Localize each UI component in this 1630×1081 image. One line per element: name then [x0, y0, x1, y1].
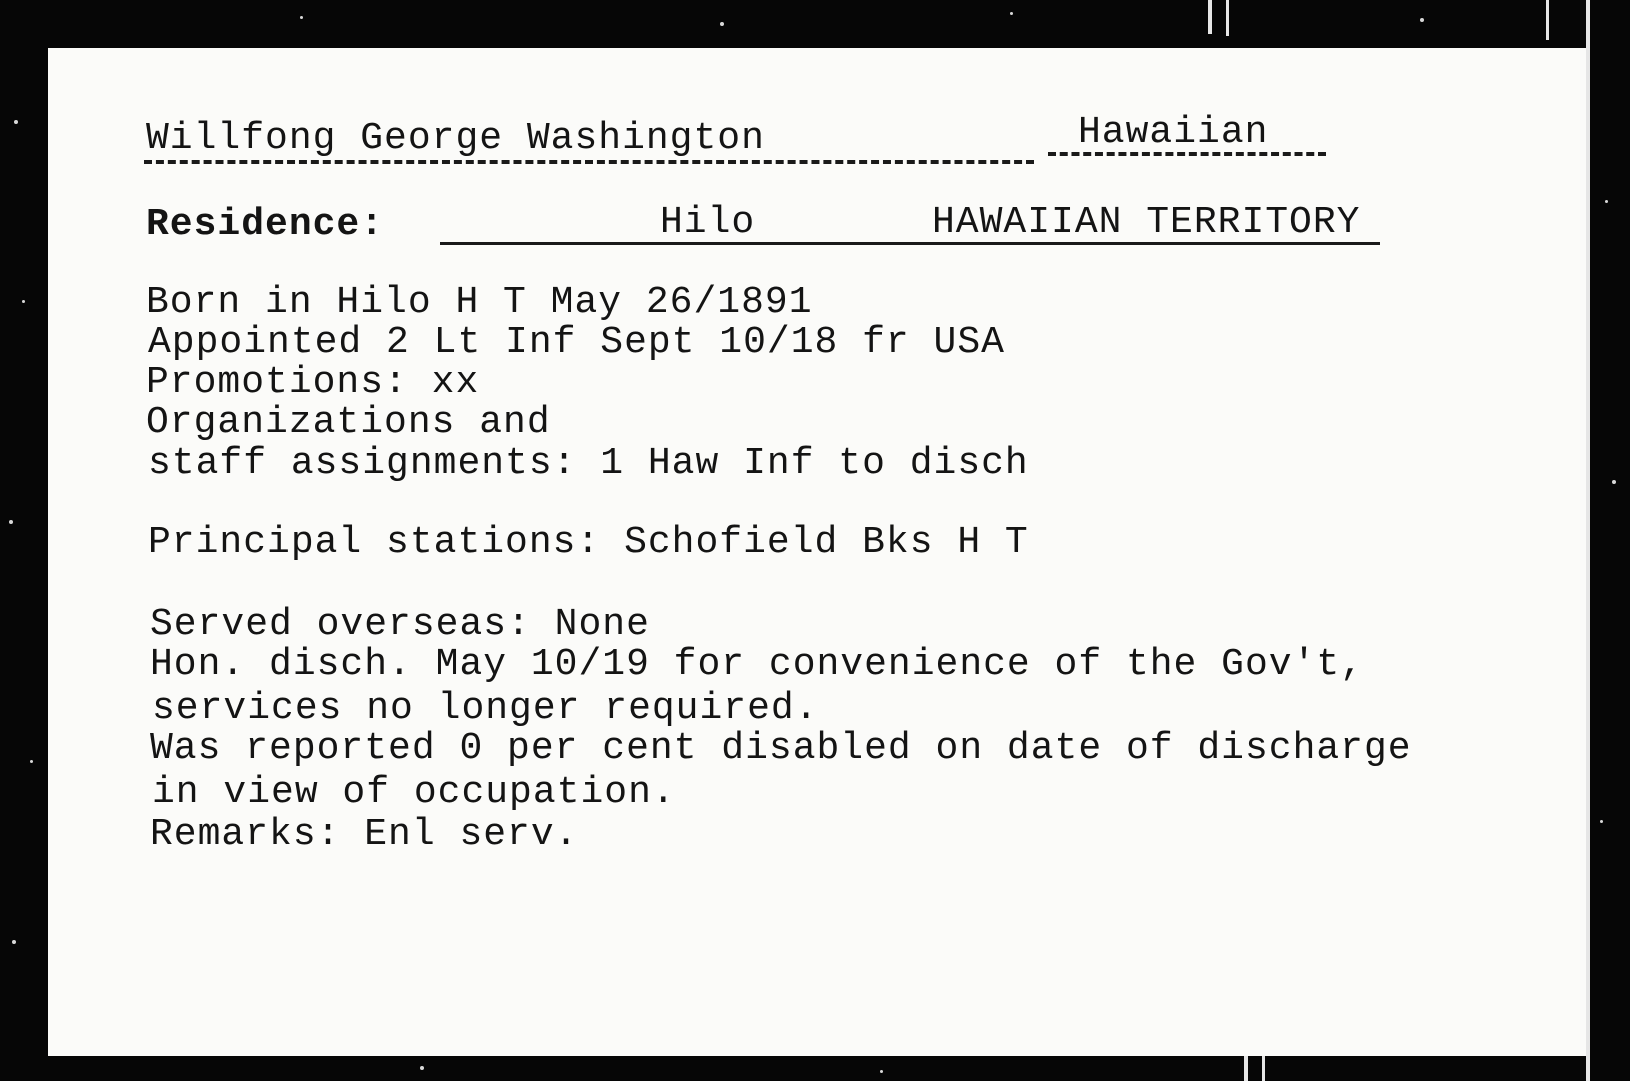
- film-speck: [1605, 200, 1608, 203]
- film-edge-mark: [1226, 0, 1229, 36]
- film-speck: [1010, 12, 1013, 15]
- film-edge-mark: [1262, 1056, 1265, 1081]
- film-speck: [1612, 480, 1616, 484]
- residence-label: Residence:: [146, 203, 385, 246]
- occupation-line: in view of occupation.: [152, 771, 676, 814]
- residence-underline: [440, 242, 1380, 245]
- promotions-line: Promotions: xx: [146, 361, 480, 404]
- name-underline: [144, 160, 1034, 164]
- race-underline: [1048, 152, 1326, 156]
- principal-stations-line: Principal stations: Schofield Bks H T: [148, 521, 1029, 564]
- film-speck: [720, 22, 724, 26]
- discharge-line: Hon. disch. May 10/19 for convenience of the Gov't,: [150, 643, 1364, 686]
- staff-assignments-line: staff assignments: 1 Haw Inf to disch: [148, 442, 1029, 485]
- film-speck: [1420, 18, 1424, 22]
- film-speck: [9, 520, 13, 524]
- organizations-line: Organizations and: [146, 401, 551, 444]
- record-card: [48, 48, 1586, 1056]
- served-overseas-line: Served overseas: None: [150, 603, 650, 646]
- film-edge-mark: [1208, 0, 1212, 34]
- film-speck: [300, 16, 303, 19]
- film-speck: [1600, 820, 1603, 823]
- film-edge-mark: [1586, 0, 1590, 1081]
- film-speck: [14, 120, 18, 124]
- film-speck: [420, 1066, 424, 1070]
- appointed-line: Appointed 2 Lt Inf Sept 10/18 fr USA: [148, 321, 1005, 364]
- film-edge-mark: [1244, 1056, 1248, 1081]
- film-speck: [30, 760, 33, 763]
- born-line: Born in Hilo H T May 26/1891: [146, 281, 813, 324]
- film-speck: [880, 1070, 883, 1073]
- disability-line: Was reported 0 per cent disabled on date of discharge: [150, 727, 1412, 770]
- race-field: Hawaiian: [1078, 111, 1269, 154]
- residence-state: HAWAIIAN TERRITORY: [932, 201, 1361, 244]
- film-speck: [12, 940, 16, 944]
- residence-city: Hilo: [660, 201, 756, 244]
- film-edge-mark: [1546, 0, 1549, 40]
- film-speck: [22, 300, 25, 303]
- soldier-name: Willfong George Washington: [146, 117, 765, 160]
- discharge-reason-line: services no longer required.: [152, 687, 819, 730]
- remarks-line: Remarks: Enl serv.: [150, 813, 579, 856]
